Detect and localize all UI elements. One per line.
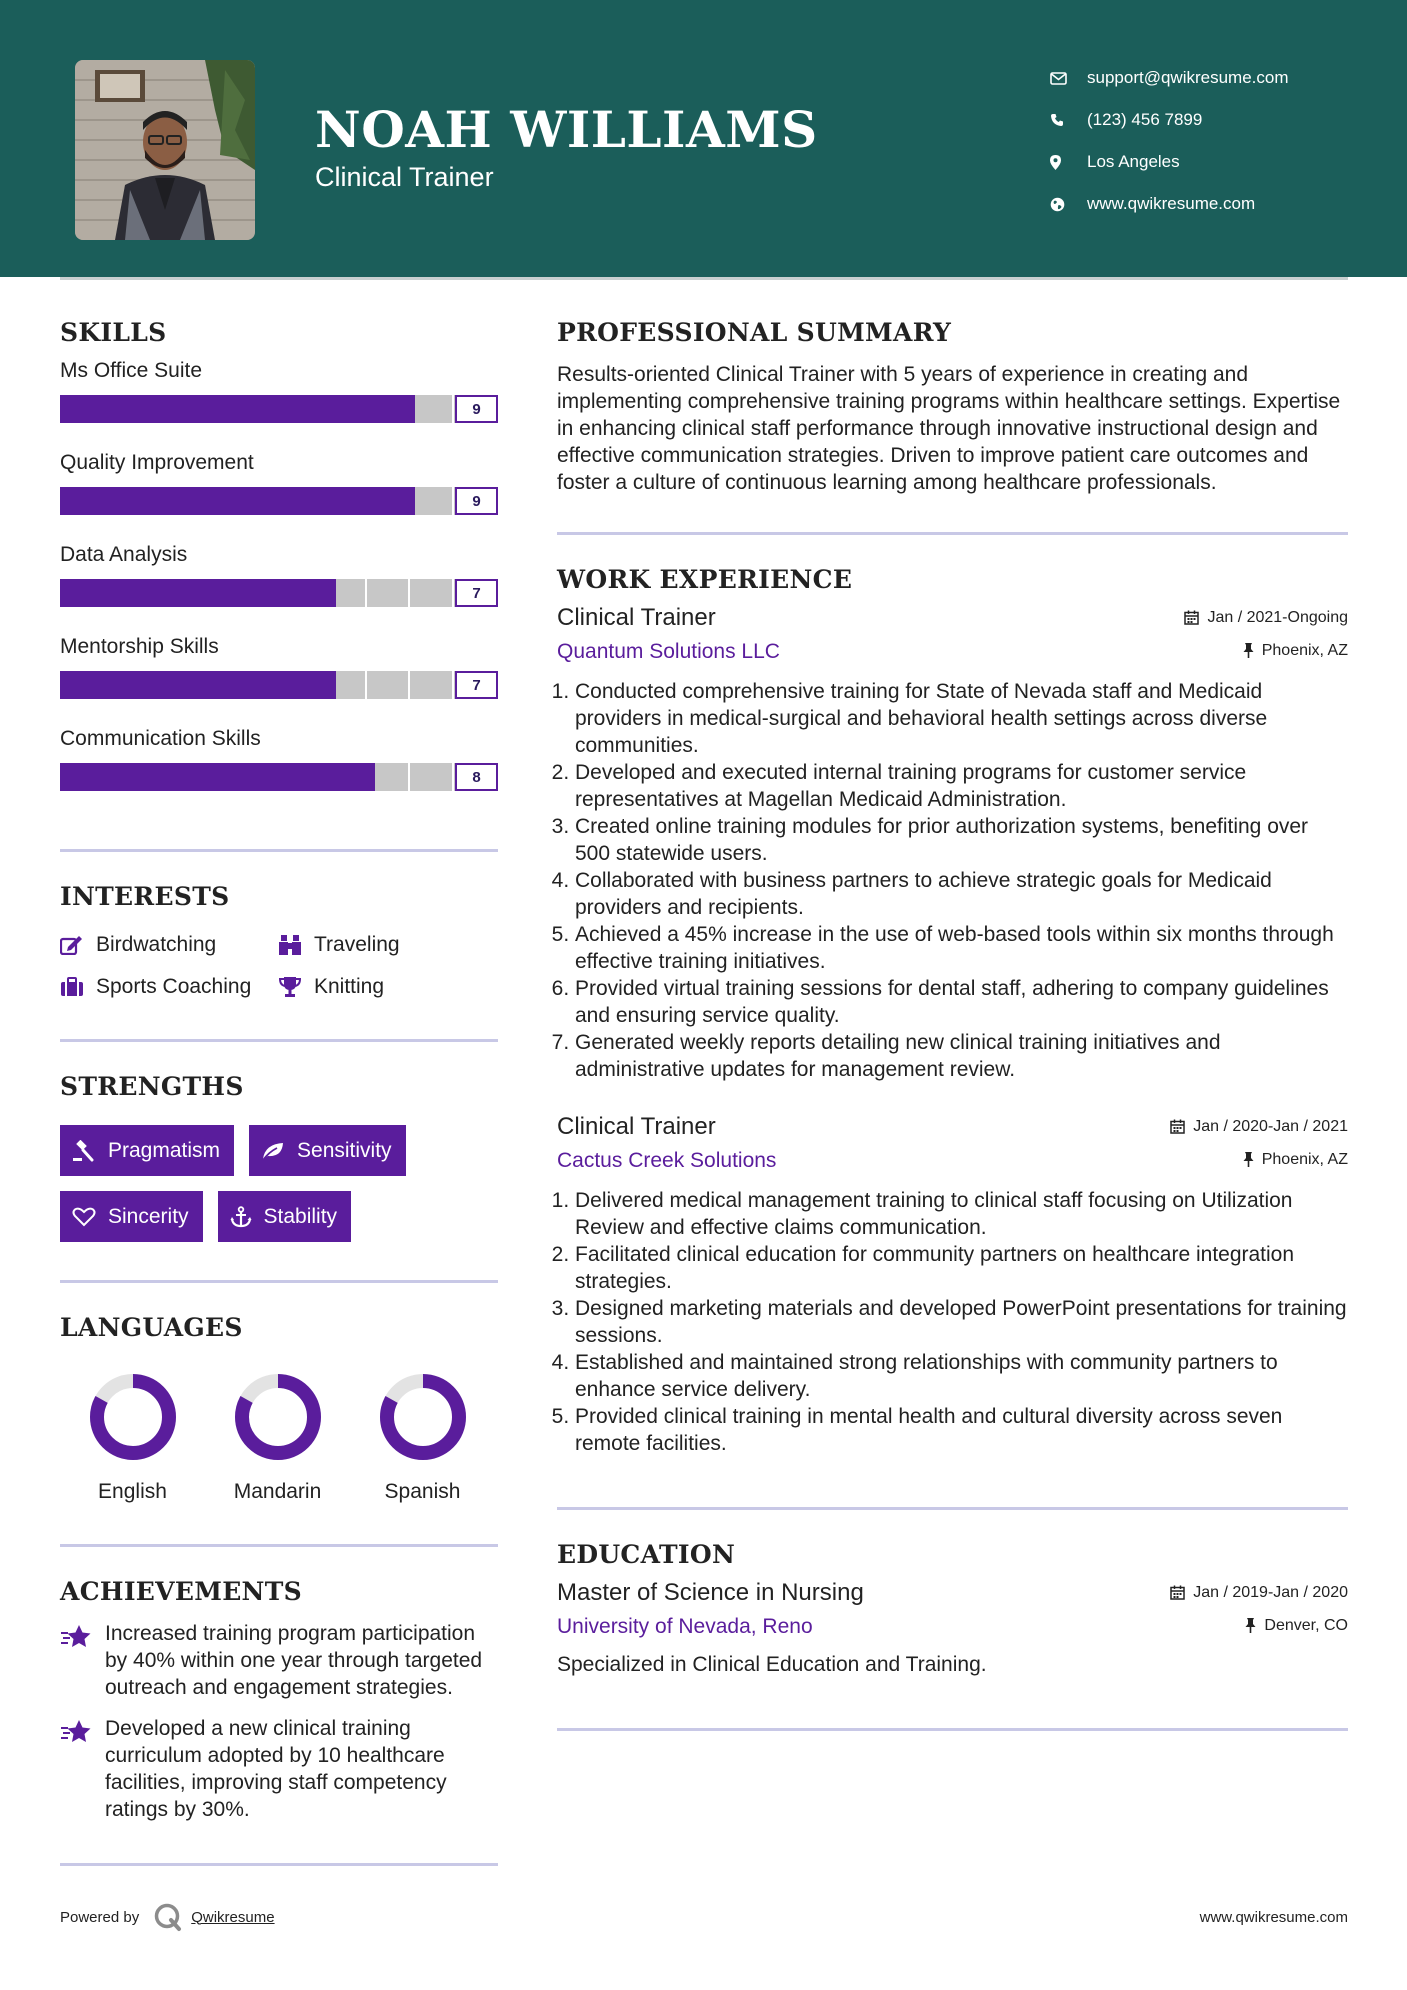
language-label: English — [98, 1480, 167, 1503]
map-pin-icon — [1050, 155, 1087, 170]
education-location — [1245, 1617, 1348, 1635]
skills-title: SKILLS — [60, 318, 167, 347]
strength-label: Stability — [263, 1204, 338, 1228]
strengths-list — [60, 1125, 498, 1242]
interest-item — [60, 933, 278, 957]
star-icon — [60, 1620, 105, 1701]
skill-fill — [60, 579, 336, 607]
section-divider — [60, 1544, 498, 1547]
skill-bar — [60, 671, 498, 699]
skills-list — [60, 359, 498, 791]
section-divider — [60, 1863, 498, 1866]
job-bullet: 4. Collaborated with business partners to achieve strategic goals for Medicaid providers and recipients. — [575, 867, 1348, 921]
summary-section — [557, 318, 1348, 496]
skill-fill — [60, 671, 336, 699]
interests-list — [60, 933, 498, 999]
language-item — [205, 1372, 350, 1504]
gavel-icon — [72, 1140, 96, 1162]
left-column — [60, 318, 498, 1866]
strength-badge — [249, 1125, 406, 1176]
achievement-text: Developed a new clinical training curriculum adopted by 10 healthcare facilities, improving staff competency ratings by 30%. — [105, 1717, 447, 1821]
section-divider — [557, 1728, 1348, 1731]
job-location-text: Phoenix, AZ — [1261, 641, 1348, 659]
language-ring — [233, 1372, 323, 1462]
calendar-icon — [1170, 1585, 1185, 1600]
job-date — [1170, 1118, 1348, 1136]
skill-item — [60, 727, 498, 791]
summary-title: PROFESSIONAL SUMMARY — [557, 318, 952, 347]
achievements-title: ACHIEVEMENTS — [60, 1577, 302, 1606]
contact-email[interactable] — [1050, 57, 1289, 99]
contact-website-text: www.qwikresume.com — [1087, 194, 1256, 213]
binoculars-icon — [278, 934, 302, 956]
strength-label: Sincerity — [108, 1204, 189, 1228]
strength-label: Sensitivity — [297, 1138, 392, 1162]
contact-list — [1050, 57, 1289, 225]
job-bullet: 2. Developed and executed internal training programs for customer service representatives at Magellan Medicaid Administration. — [575, 759, 1348, 813]
job-bullet: 2. Facilitated clinical education for community partners on healthcare integration strategies. — [575, 1241, 1348, 1295]
job-bullet: 3. Designed marketing materials and developed PowerPoint presentations for training sessions. — [575, 1295, 1348, 1349]
skill-name: Data Analysis — [60, 543, 188, 566]
pushpin-icon — [1243, 1152, 1254, 1167]
header-divider — [60, 277, 1348, 280]
section-divider — [60, 849, 498, 852]
skill-item — [60, 451, 498, 515]
section-divider — [60, 1280, 498, 1283]
contact-email-text: support@qwikresume.com — [1087, 68, 1289, 87]
education-title: EDUCATION — [557, 1540, 736, 1569]
language-ring — [378, 1372, 468, 1462]
envelope-icon — [1050, 72, 1087, 85]
calendar-icon — [1170, 1119, 1185, 1134]
edit-icon — [60, 935, 84, 955]
language-label: Spanish — [384, 1480, 461, 1503]
interests-title: INTERESTS — [60, 882, 230, 911]
skill-item — [60, 543, 498, 607]
skill-fill — [60, 763, 375, 791]
company-name: Quantum Solutions LLC — [557, 640, 780, 663]
powered-by-text: Powered by — [60, 1908, 140, 1926]
footer-powered — [60, 1902, 275, 1932]
skill-score: 9 — [455, 487, 498, 515]
job-bullet: 1. Conducted comprehensive training for State of Nevada staff and Medicaid providers in medical-surgical and behavioral health settings across diverse communities. — [575, 678, 1348, 759]
language-item — [350, 1372, 495, 1504]
pushpin-icon — [1243, 643, 1254, 658]
language-ring — [88, 1372, 178, 1462]
achievements-section — [60, 1577, 498, 1823]
strength-badge — [60, 1125, 234, 1176]
skill-name: Ms Office Suite — [60, 359, 202, 382]
leaf-icon — [261, 1141, 285, 1161]
achievement-item — [60, 1620, 498, 1701]
interest-label: Knitting — [314, 975, 385, 998]
contact-phone-text: (123) 456 7899 — [1087, 110, 1203, 129]
skill-bar — [60, 763, 498, 791]
job-bullet: 5. Achieved a 45% increase in the use of web-based tools within six months through effective training initiatives. — [575, 921, 1348, 975]
interest-item — [278, 975, 498, 999]
candidate-role: Clinical Trainer — [315, 162, 494, 192]
heart-icon — [72, 1207, 96, 1227]
job-bullet: 4. Established and maintained strong relationships with community partners to enhance service delivery. — [575, 1349, 1348, 1403]
contact-phone[interactable] — [1050, 99, 1289, 141]
skill-score: 7 — [455, 671, 498, 699]
strengths-section — [60, 1072, 498, 1242]
experience-section — [557, 565, 1348, 1457]
contact-location-text: Los Angeles — [1087, 152, 1180, 171]
interests-section — [60, 882, 498, 999]
section-divider — [557, 532, 1348, 535]
school-name: University of Nevada, Reno — [557, 1615, 813, 1638]
summary-text: Results-oriented Clinical Trainer with 5 years of experience in creating and implementing comprehensive training programs within healthcare settings. Expertise in enhancing clinical staff performance through innovative instructional design and effective communication strategies. Driven to improve patient care outcomes and foster a culture of continuous learning among healthcare professionals. — [557, 363, 1341, 494]
skill-bar — [60, 579, 498, 607]
candidate-name: NOAH WILLIAMS — [315, 100, 818, 159]
strength-label: Pragmatism — [108, 1138, 221, 1162]
job-location — [1243, 1151, 1348, 1169]
briefcase-icon — [60, 977, 84, 997]
skill-item — [60, 359, 498, 423]
achievement-text: Increased training program participation by 40% within one year through targeted outreach and engagement strategies. — [105, 1622, 483, 1699]
calendar-icon — [1184, 610, 1199, 625]
languages-title: LANGUAGES — [60, 1313, 243, 1342]
education-description: Specialized in Clinical Education and Training. — [557, 1653, 987, 1676]
education-date — [1170, 1584, 1348, 1602]
skill-score: 9 — [455, 395, 498, 423]
job-bullet: 3. Created online training modules for prior authorization systems, benefiting over 500 statewide users. — [575, 813, 1348, 867]
skill-fill — [60, 487, 415, 515]
job-entry — [557, 604, 1348, 1083]
interest-item — [60, 975, 278, 999]
jobs-list — [557, 604, 1348, 1457]
job-date-text: Jan / 2021-Ongoing — [1207, 608, 1348, 626]
skill-name: Communication Skills — [60, 727, 261, 750]
experience-title: WORK EXPERIENCE — [557, 565, 853, 594]
job-location-text: Phoenix, AZ — [1261, 1150, 1348, 1168]
skill-bar — [60, 395, 498, 423]
education-location-text: Denver, CO — [1264, 1616, 1348, 1634]
contact-location — [1050, 141, 1289, 183]
star-icon — [60, 1715, 105, 1823]
job-date-text: Jan / 2020-Jan / 2021 — [1193, 1117, 1348, 1135]
job-bullet: 7. Generated weekly reports detailing new clinical training initiatives and administrative updates for management review. — [575, 1029, 1348, 1083]
trophy-icon — [278, 976, 302, 998]
section-divider — [60, 1039, 498, 1042]
skill-name: Mentorship Skills — [60, 635, 219, 658]
language-label: Mandarin — [233, 1480, 322, 1503]
contact-website[interactable] — [1050, 183, 1289, 225]
profile-photo — [75, 60, 255, 240]
strength-badge — [218, 1191, 352, 1242]
skill-name: Quality Improvement — [60, 451, 254, 474]
job-location — [1243, 642, 1348, 660]
skill-fill — [60, 395, 415, 423]
job-bullet: 5. Provided clinical training in mental health and cultural diversity across seven remote facilities. — [575, 1403, 1348, 1457]
footer-website[interactable]: www.qwikresume.com — [1199, 1908, 1348, 1926]
section-divider — [557, 1507, 1348, 1510]
skill-item — [60, 635, 498, 699]
achievement-item — [60, 1715, 498, 1823]
interest-label: Birdwatching — [96, 933, 217, 956]
education-date-text: Jan / 2019-Jan / 2020 — [1193, 1583, 1348, 1601]
interest-label: Sports Coaching — [96, 975, 252, 998]
footer — [60, 1902, 1348, 1932]
pushpin-icon — [1245, 1618, 1256, 1633]
skill-bar — [60, 487, 498, 515]
language-item — [60, 1372, 205, 1504]
skills-section — [60, 318, 498, 791]
strengths-title: STRENGTHS — [60, 1072, 244, 1101]
interest-label: Traveling — [314, 933, 400, 956]
anchor-icon — [230, 1206, 252, 1228]
job-bullets — [557, 1187, 1348, 1457]
phone-icon — [1050, 113, 1087, 127]
strength-badge — [60, 1191, 203, 1242]
education-section — [557, 1540, 1348, 1678]
globe-icon — [1050, 197, 1087, 212]
languages-list — [60, 1372, 498, 1504]
job-bullet: 1. Delivered medical management training to clinical staff focusing on Utilization Review and effective claims communication. — [575, 1187, 1348, 1241]
job-entry — [557, 1113, 1348, 1457]
brand-link[interactable]: Qwikresume — [191, 1908, 275, 1926]
job-title: Clinical Trainer — [557, 604, 716, 631]
job-bullets — [557, 678, 1348, 1083]
company-name: Cactus Creek Solutions — [557, 1149, 777, 1172]
qwikresume-logo-icon — [153, 1902, 183, 1932]
interest-item — [278, 933, 498, 957]
job-date — [1184, 609, 1348, 627]
languages-section — [60, 1313, 498, 1504]
resume-header — [0, 0, 1407, 277]
degree-title: Master of Science in Nursing — [557, 1579, 864, 1606]
job-bullet: 6. Provided virtual training sessions for dental staff, adhering to company guidelines and ensuring service quality. — [575, 975, 1348, 1029]
skill-score: 7 — [455, 579, 498, 607]
job-title: Clinical Trainer — [557, 1113, 716, 1140]
right-column — [557, 318, 1348, 1731]
skill-score: 8 — [455, 763, 498, 791]
